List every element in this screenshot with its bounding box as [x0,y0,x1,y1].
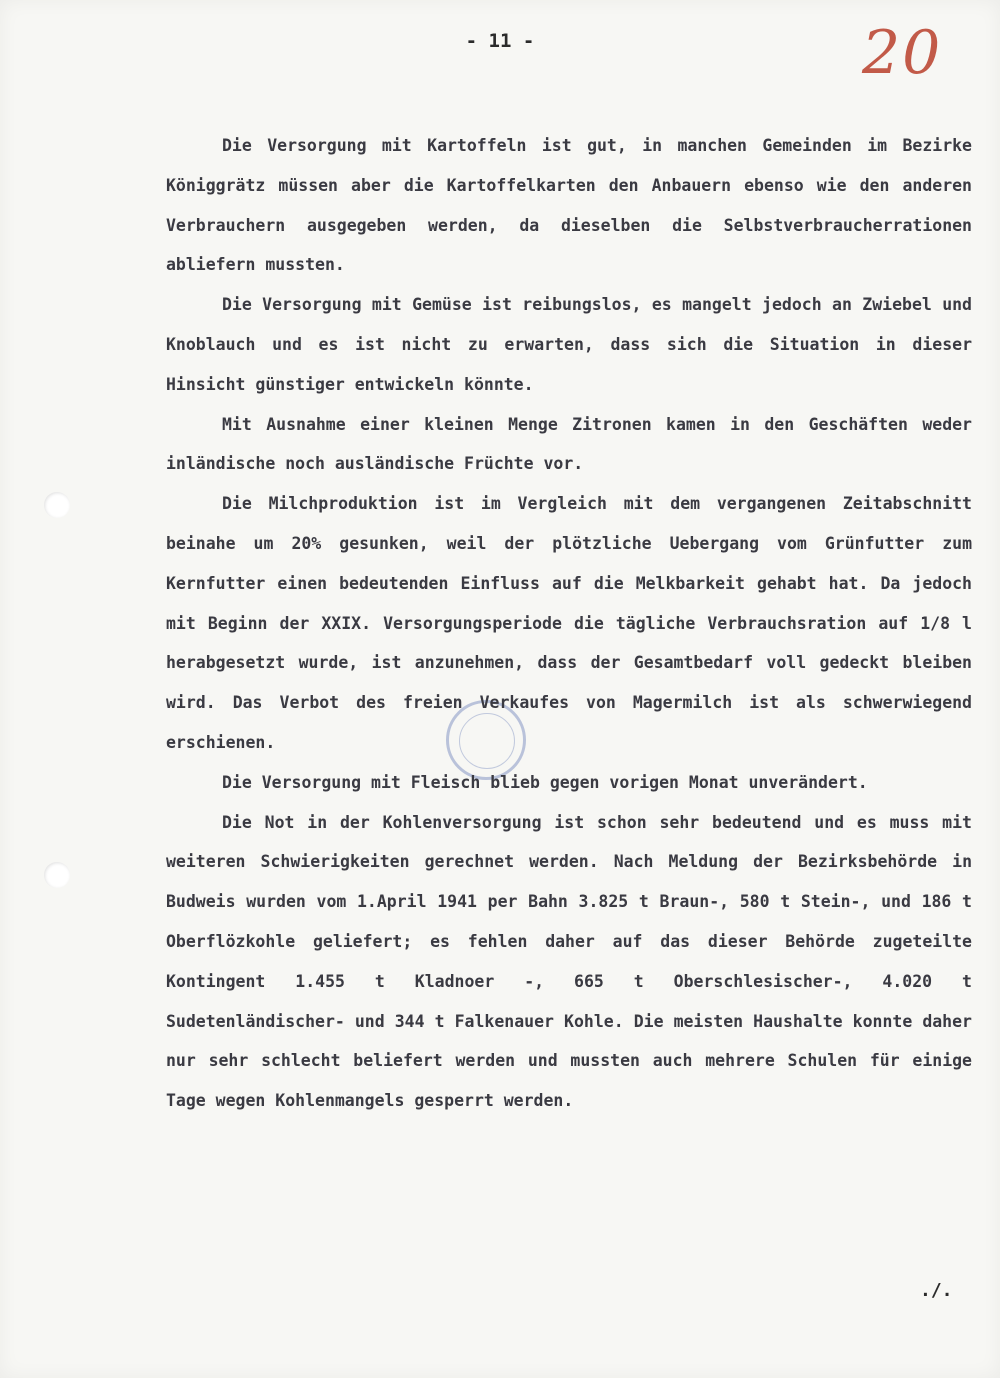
paragraph-fruits: Mit Ausnahme einer kleinen Menge Zitronen kamen in den Geschäften weder inländische noch ausländische Früchte vor. [166,414,972,474]
paragraph-milk: Die Milchproduktion ist im Vergleich mit dem vergangenen Zeitabschnitt beinahe um 20% gesunken, weil der plötzliche Uebergang vom Grünfutter zum Kernfutter einen bedeutenden Einfluss auf die Melkbarkeit gehabt hat. Da jedoch mit Beginn der XXIX. Versorgungsperiode die tägliche Verbrauchsration auf 1/8 l herabgesetzt wurde, ist anzunehmen, dass der Gesamtbedarf voll gedeckt bleiben wird. Das Verbot des freien Verkaufes von Magermilch ist als schwerwiegend erschienen. [166,494,972,752]
paragraph-potatoes: Die Versorgung mit Kartoffeln ist gut, in manchen Gemeinden im Bezirke Königgrätz müssen aber die Kartoffelkarten den Anbauern ebenso wie den anderen Verbrauchern ausgegeben werden, da dieselben die Selbstverbraucherrationen abliefern mussten. [166,136,972,275]
page-number: - 11 - [465,30,535,52]
paragraph-meat: Die Versorgung mit Fleisch blieb gegen vorigen Monat unverändert. [222,772,868,792]
paragraph-vegetables: Die Versorgung mit Gemüse ist reibungslos, es mangelt jedoch an Zwiebel und Knoblauch und es ist nicht zu erwarten, dass sich die Situation in dieser Hinsicht günstiger entwickeln könnte. [166,295,972,394]
punch-hole [44,862,70,888]
continuation-mark: ./. [920,1280,953,1301]
punch-hole [44,492,70,518]
paragraph-coal: Die Not in der Kohlenversorgung ist schon sehr bedeutend und es muss mit weiteren Schwierigkeiten gerechnet werden. Nach Meldung der Bezirksbehörde in Budweis wurden vom 1.April 1941 per Bahn 3.825 t Braun-, 580 t Stein-, und 186 t Oberflözkohle geliefert; es fehlen daher auf das dieser Behörde zugeteilte Kontingent 1.455 t Kladnoer -, 665 t Oberschlesischer-, 4.020 t Sudetenländischer- und 344 t Falkenauer Kohle. Die meisten Haushalte konnte daher nur sehr schlecht beliefert werden und mussten auch mehrere Schulen für einige Tage wegen Kohlenmangels gesperrt werden. [166,812,972,1111]
folio-number: 20 [862,18,943,88]
body-text [166,126,972,1121]
